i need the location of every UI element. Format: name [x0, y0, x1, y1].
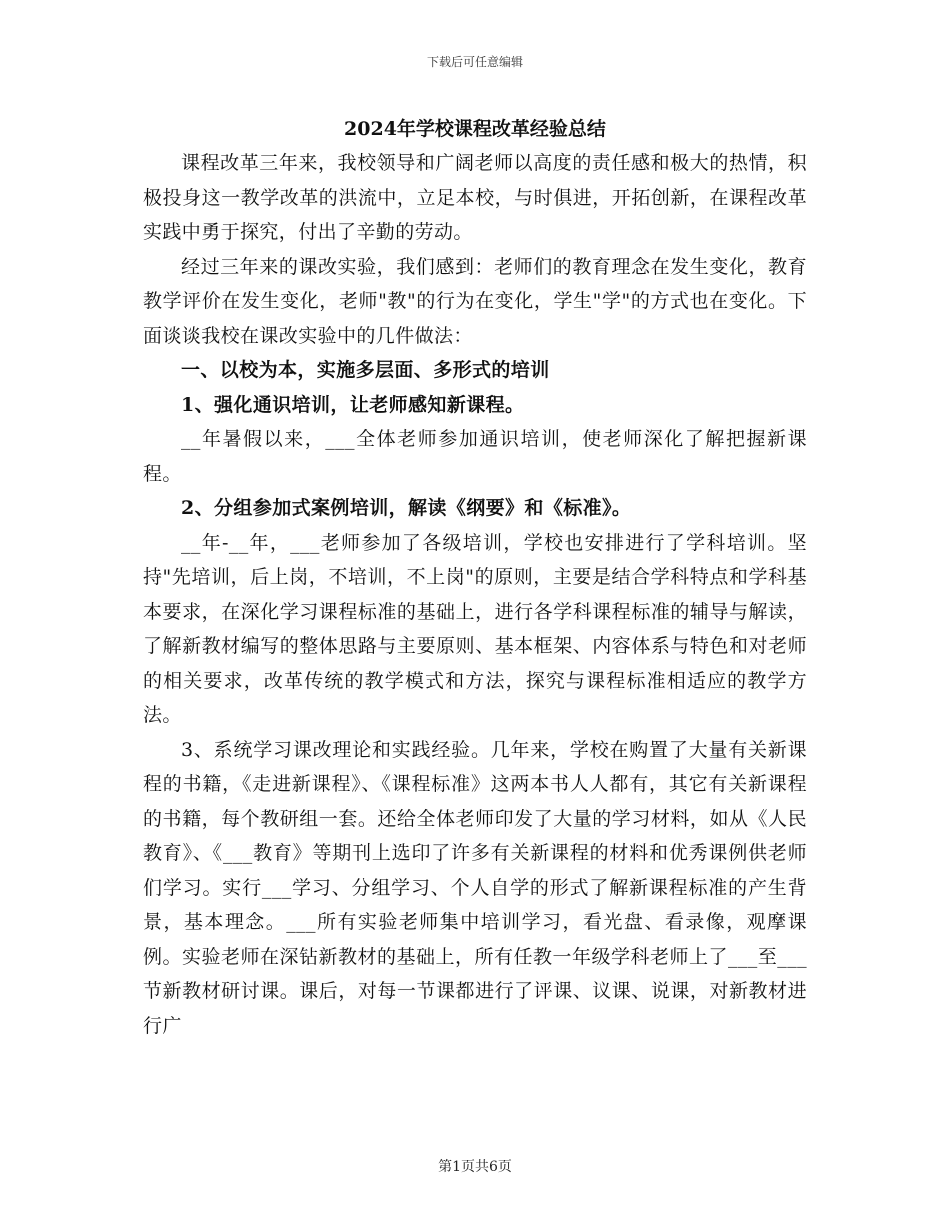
section-heading-1: 一、以校为本，实施多层面、多形式的培训	[181, 359, 550, 381]
subheading-1: 1、强化通识培训，让老师感知新课程。	[181, 393, 525, 416]
document-title: 2024年学校课程改革经验总结	[344, 118, 606, 140]
page-number: 第1页共6页	[438, 1159, 512, 1175]
paragraph-training-1: __年暑假以来，___全体老师参加通识培训，使老师深化了解把握新课程。	[143, 428, 807, 485]
subheading-2: 2、分组参加式案例培训，解读《纲要》和《标准》。	[181, 497, 632, 519]
header-note: 下载后可任意编辑	[426, 55, 523, 69]
paragraph-intro: 课程改革三年来，我校领导和广阔老师以高度的责任感和极大的热情，积极投身这一教学改革的洪流中，立足本校，与时俱进，开拓创新，在课程改革实践中勇于探究，付出了辛勤的劳动。	[143, 152, 807, 243]
paragraph-summary: 经过三年来的课改实验，我们感到：老师们的教育理念在发生变化，教育教学评价在发生变化，老师"教"的行为在变化，学生"学"的方式也在变化。下面谈谈我校在课改实验中的几件做法：	[143, 255, 807, 347]
document-body	[143, 112, 807, 1043]
paragraph-study-3: 3、系统学习课改理论和实践经验。几年来，学校在购置了大量有关新课程的书籍，《走进新课程》、《课程标准》这两本书人人都有，其它有关新课程的书籍，每个教研组一套。还给全体老师印发了大量的学习材料，如从《人民教育》、《___教育》等期刊上选印了许多有关新课程的材料和优秀课例供老师们学习。实行___学习、分组学习、个人自学的形式了解新课程标准的产生背景，基本理念。___所有实验老师集中培训学习，看光盘、看录像，观摩课例。实验老师在深钻新教材的基础上，所有任教一年级学科老师上了___至___节新教材研讨课。课后，对每一节课都进行了评课、议课、说课，对新教材进行广	[143, 738, 807, 1037]
paragraph-training-2: __年-__年，___老师参加了各级培训，学校也安排进行了学科培训。坚持"先培训，后上岗，不培训，不上岗"的原则，主要是结合学科特点和学科基本要求，在深化学习课程标准的基础上，进行各学科课程标准的辅导与解读，了解新教材编写的整体思路与主要原则、基本框架、内容体系与特色和对老师的相关要求，改革传统的教学模式和方法，探究与课程标准相适应的教学方法。	[143, 531, 807, 726]
